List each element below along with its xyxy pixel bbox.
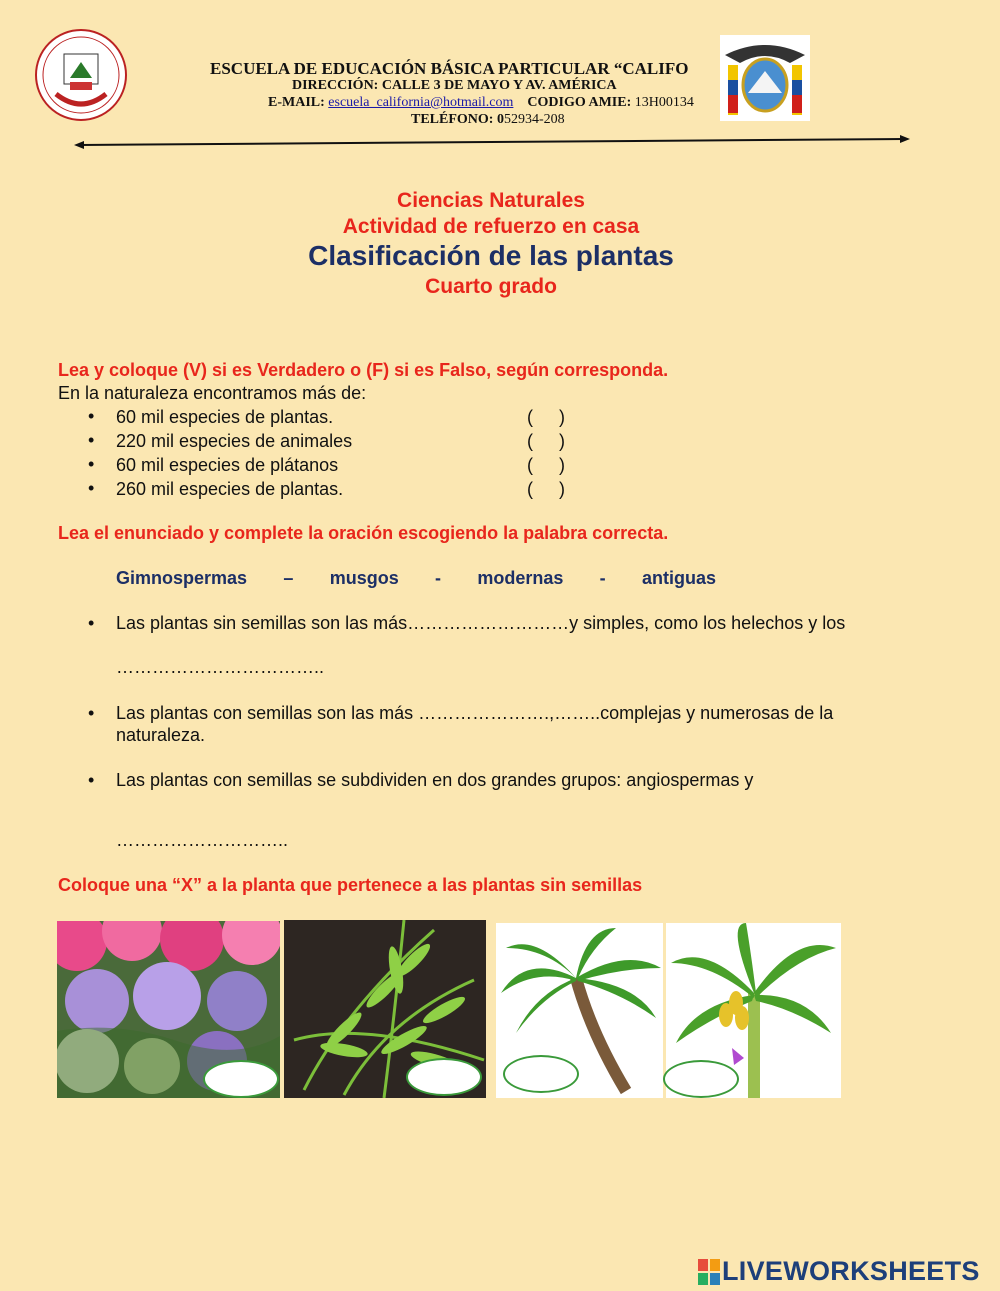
word-bank-sep: - (599, 568, 606, 588)
tf-answer-2[interactable]: ( ) (527, 431, 565, 451)
header-divider-arrow (74, 134, 910, 155)
word-bank-item: musgos (329, 568, 399, 588)
school-logo (34, 28, 128, 122)
tf-item-4: 260 mil especies de plantas. (116, 479, 344, 499)
tf-answer-3[interactable]: ( ) (527, 455, 565, 475)
school-phone (411, 112, 565, 128)
school-address: DIRECCIÓN: CALLE 3 DE MAYO Y AV. AMÉRICA (292, 78, 617, 93)
sentence-3-line-1: Las plantas con semillas se subdividen en dos grandes grupos: angiospermas y (116, 770, 754, 790)
section1-intro: En la naturaleza encontramos más de: (58, 383, 367, 403)
sentence-3-line-2[interactable]: ……………………….. (116, 830, 289, 850)
subject-title: Ciencias Naturales (397, 189, 585, 212)
palm-answer-oval[interactable] (503, 1055, 579, 1093)
tf-item-1: 60 mil especies de plantas. (116, 407, 334, 427)
amie-label: CODIGO AMIE: (527, 95, 632, 110)
word-bank-item: antiguas (641, 568, 716, 588)
word-bank-sep: – (283, 568, 294, 588)
word-bank (116, 568, 716, 589)
liveworksheets-logo (698, 1256, 980, 1287)
email-label: E-MAIL: (268, 95, 325, 110)
list-bullet: • (88, 770, 95, 790)
sentence-1-line-1[interactable]: Las plantas sin semillas son las más………………………y simples, como los helechos y los (116, 613, 846, 633)
sentence-1-line-2[interactable]: …………………………….. (116, 657, 325, 677)
section1-instruction: Lea y coloque (V) si es Verdadero o (F) si es Falso, según corresponda. (58, 360, 669, 380)
school-contact (268, 95, 694, 111)
grade-title: Cuarto grado (425, 275, 557, 298)
tf-answer-1[interactable]: ( ) (527, 407, 565, 427)
ecuador-coat-of-arms (720, 35, 810, 121)
list-bullet: • (88, 430, 95, 450)
word-bank-sep: - (435, 568, 442, 588)
word-bank-item: Gimnospermas (116, 568, 248, 588)
liveworksheets-brand: LIVEWORKSHEETS (722, 1256, 980, 1286)
sentence-2-line-1[interactable]: Las plantas con semillas son las más ………………….,……..complejas y numerosas de la (116, 703, 834, 723)
phone-label: TELÉFONO: 0 (411, 112, 504, 127)
tf-item-3: 60 mil especies de plátanos (116, 455, 339, 475)
tf-item-2: 220 mil especies de animales (116, 431, 353, 451)
word-bank-item: modernas (477, 568, 564, 588)
hydrangea-answer-oval[interactable] (203, 1060, 279, 1098)
list-bullet: • (88, 406, 95, 426)
fern-answer-oval[interactable] (406, 1058, 482, 1096)
sentence-2-line-2: naturaleza. (116, 725, 206, 745)
phone-number: 52934-208 (503, 112, 565, 127)
tf-answer-4[interactable]: ( ) (527, 479, 565, 499)
activity-title: Actividad de refuerzo en casa (342, 215, 640, 238)
list-bullet: • (88, 454, 95, 474)
liveworksheets-logo-icon (698, 1259, 720, 1285)
email-link[interactable]: escuela_california@hotmail.com (328, 95, 514, 110)
school-name: ESCUELA DE EDUCACIÓN BÁSICA PARTICULAR “CALIFO (210, 59, 689, 78)
list-bullet: • (88, 613, 95, 633)
list-bullet: • (88, 478, 95, 498)
list-bullet: • (88, 703, 95, 723)
banana-answer-oval[interactable] (663, 1060, 739, 1098)
amie-code: 13H00134 (634, 95, 694, 110)
topic-title: Clasificación de las plantas (308, 240, 674, 271)
section3-instruction: Coloque una “X” a la planta que pertenece a las plantas sin semillas (58, 875, 643, 895)
section2-instruction: Lea el enunciado y complete la oración escogiendo la palabra correcta. (58, 523, 669, 543)
